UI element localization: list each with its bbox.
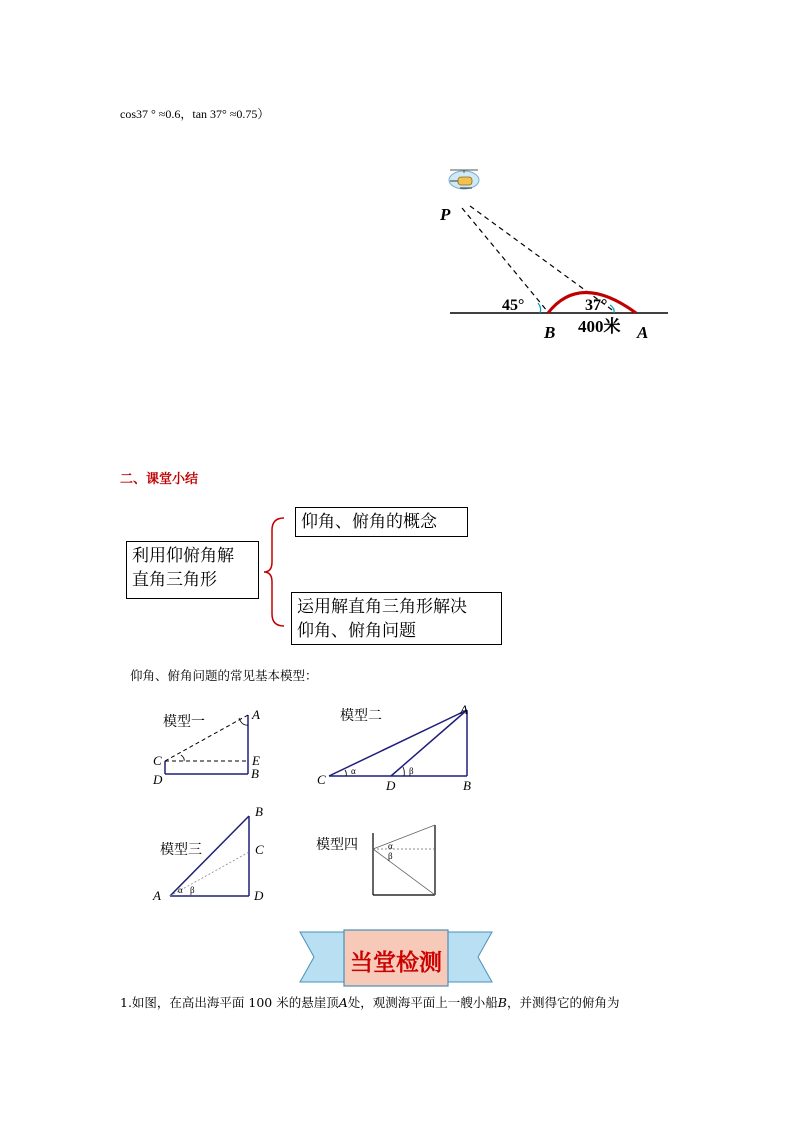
model3-beta: β (190, 885, 195, 895)
model3-a: A (153, 888, 161, 903)
question-var-b: B (497, 995, 507, 1010)
model3-label: 模型三 (160, 843, 202, 858)
mindmap-branch2 (291, 592, 502, 645)
model1-b: B (251, 766, 259, 781)
model2-figure (315, 700, 485, 796)
model4-figure (312, 815, 452, 901)
mindmap-branch2-line2: 仰角、俯角问题 (297, 621, 416, 641)
model2-alpha: α (351, 766, 356, 776)
model3-c: C (255, 842, 264, 857)
model2-b: B (463, 778, 471, 793)
angle-a-label: 37° (585, 297, 608, 314)
model4-label: 模型四 (316, 838, 358, 853)
model1-label: 模型一 (163, 715, 205, 730)
mindmap-branch2-line1: 运用解直角三角形解决 (297, 597, 467, 617)
model1-d: D (153, 772, 163, 787)
helicopter-figure (430, 160, 690, 350)
model2-beta: β (409, 766, 414, 776)
model1-figure (145, 700, 275, 790)
banner-text: 当堂检测 (350, 950, 442, 975)
label-p: P (440, 205, 451, 224)
mindmap-root (126, 541, 259, 599)
model1-c: C (153, 753, 162, 768)
question-1 (120, 993, 619, 1011)
models-intro: 仰角、俯角问题的常见基本模型： (130, 668, 318, 683)
question-middle: 处，观测海平面上一艘小船 (347, 995, 498, 1010)
question-prefix: 1.如图，在高出海平面 100 米的悬崖顶 (120, 995, 339, 1010)
label-a: A (637, 323, 649, 342)
distance-label: 400米 (578, 317, 621, 336)
formula-line: cos37 ° ≈0.6，tan 37° ≈0.75） (120, 107, 270, 121)
angle-arc-b (538, 303, 541, 313)
model2-d: D (386, 778, 396, 793)
section-title: 二、课堂小结 (120, 472, 199, 487)
model3-figure (150, 800, 280, 906)
angle-b-label: 45° (502, 297, 525, 314)
helicopter-icon (449, 170, 479, 189)
question-suffix: ，并测得它的俯角为 (506, 995, 620, 1010)
mindmap-branch1-text: 仰角、俯角的概念 (301, 512, 437, 532)
test-banner (298, 926, 494, 988)
mindmap-brace (262, 516, 288, 628)
model2-label: 模型二 (340, 709, 382, 724)
model3-alpha: α (178, 885, 183, 895)
model1-a: A (252, 707, 260, 722)
model1-e: E (252, 753, 260, 768)
model3-b: B (255, 804, 263, 819)
mindmap-branch1 (295, 507, 468, 537)
question-var-a: A (338, 995, 348, 1010)
model2-a: A (460, 702, 468, 717)
model4-beta: β (388, 851, 393, 861)
mindmap-root-line2: 直角三角形 (132, 570, 217, 590)
model2-c: C (317, 772, 326, 787)
label-b: B (544, 323, 556, 342)
mindmap-root-line1: 利用仰俯角解 (132, 546, 234, 566)
model4-alpha: α (388, 841, 393, 851)
model3-d: D (254, 888, 264, 903)
